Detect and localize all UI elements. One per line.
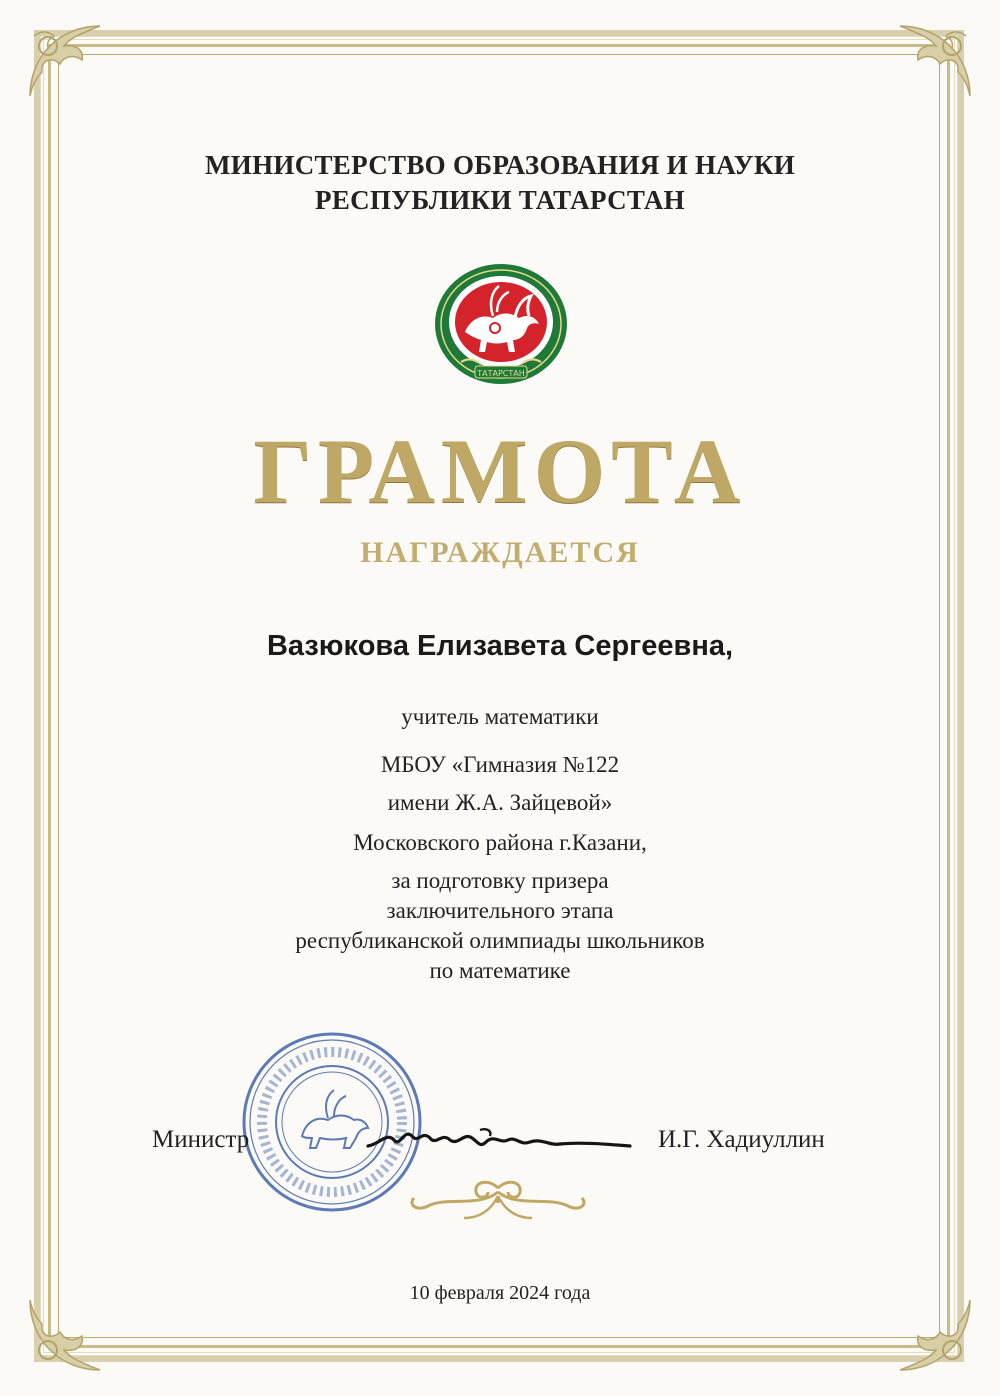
recipient-name: Вазюкова Елизавета Сергеевна, xyxy=(266,630,734,662)
corner-ornament-icon xyxy=(20,16,110,106)
tatarstan-coat-of-arms-icon xyxy=(431,262,571,390)
body-line: заключительного этапа xyxy=(386,898,614,923)
body-line: имени Ж.А. Зайцевой» xyxy=(387,790,613,815)
certificate-title: ГРАМОТА xyxy=(253,420,747,522)
body-line: за подготовку призера xyxy=(391,868,609,893)
body-line: МБОУ «Гимназия №122 xyxy=(380,752,620,777)
signatory-name: И.Г. Хадиуллин xyxy=(658,1126,825,1153)
body-line: Московского района г.Казани, xyxy=(353,830,647,855)
issue-date: 10 февраля 2024 года xyxy=(409,1282,591,1304)
body-line: республиканской олимпиады школьников xyxy=(295,928,705,953)
certificate-subtitle: НАГРАЖДАЕТСЯ xyxy=(360,536,640,569)
corner-ornament-icon xyxy=(890,16,980,106)
emblem-caption: ТАТАРСТАН xyxy=(477,369,525,378)
flourish-ornament-icon xyxy=(398,1178,598,1224)
ministry-title-line-2: РЕСПУБЛИКИ ТАТАРСТАН xyxy=(315,185,685,215)
signatory-position: Министр xyxy=(152,1126,250,1153)
body-line: по математике xyxy=(429,958,571,983)
handwritten-signature xyxy=(360,1110,640,1165)
body-line: учитель математики xyxy=(401,704,599,729)
ministry-title-line-1: МИНИСТЕРСТВО ОБРАЗОВАНИЯ И НАУКИ xyxy=(205,150,795,180)
